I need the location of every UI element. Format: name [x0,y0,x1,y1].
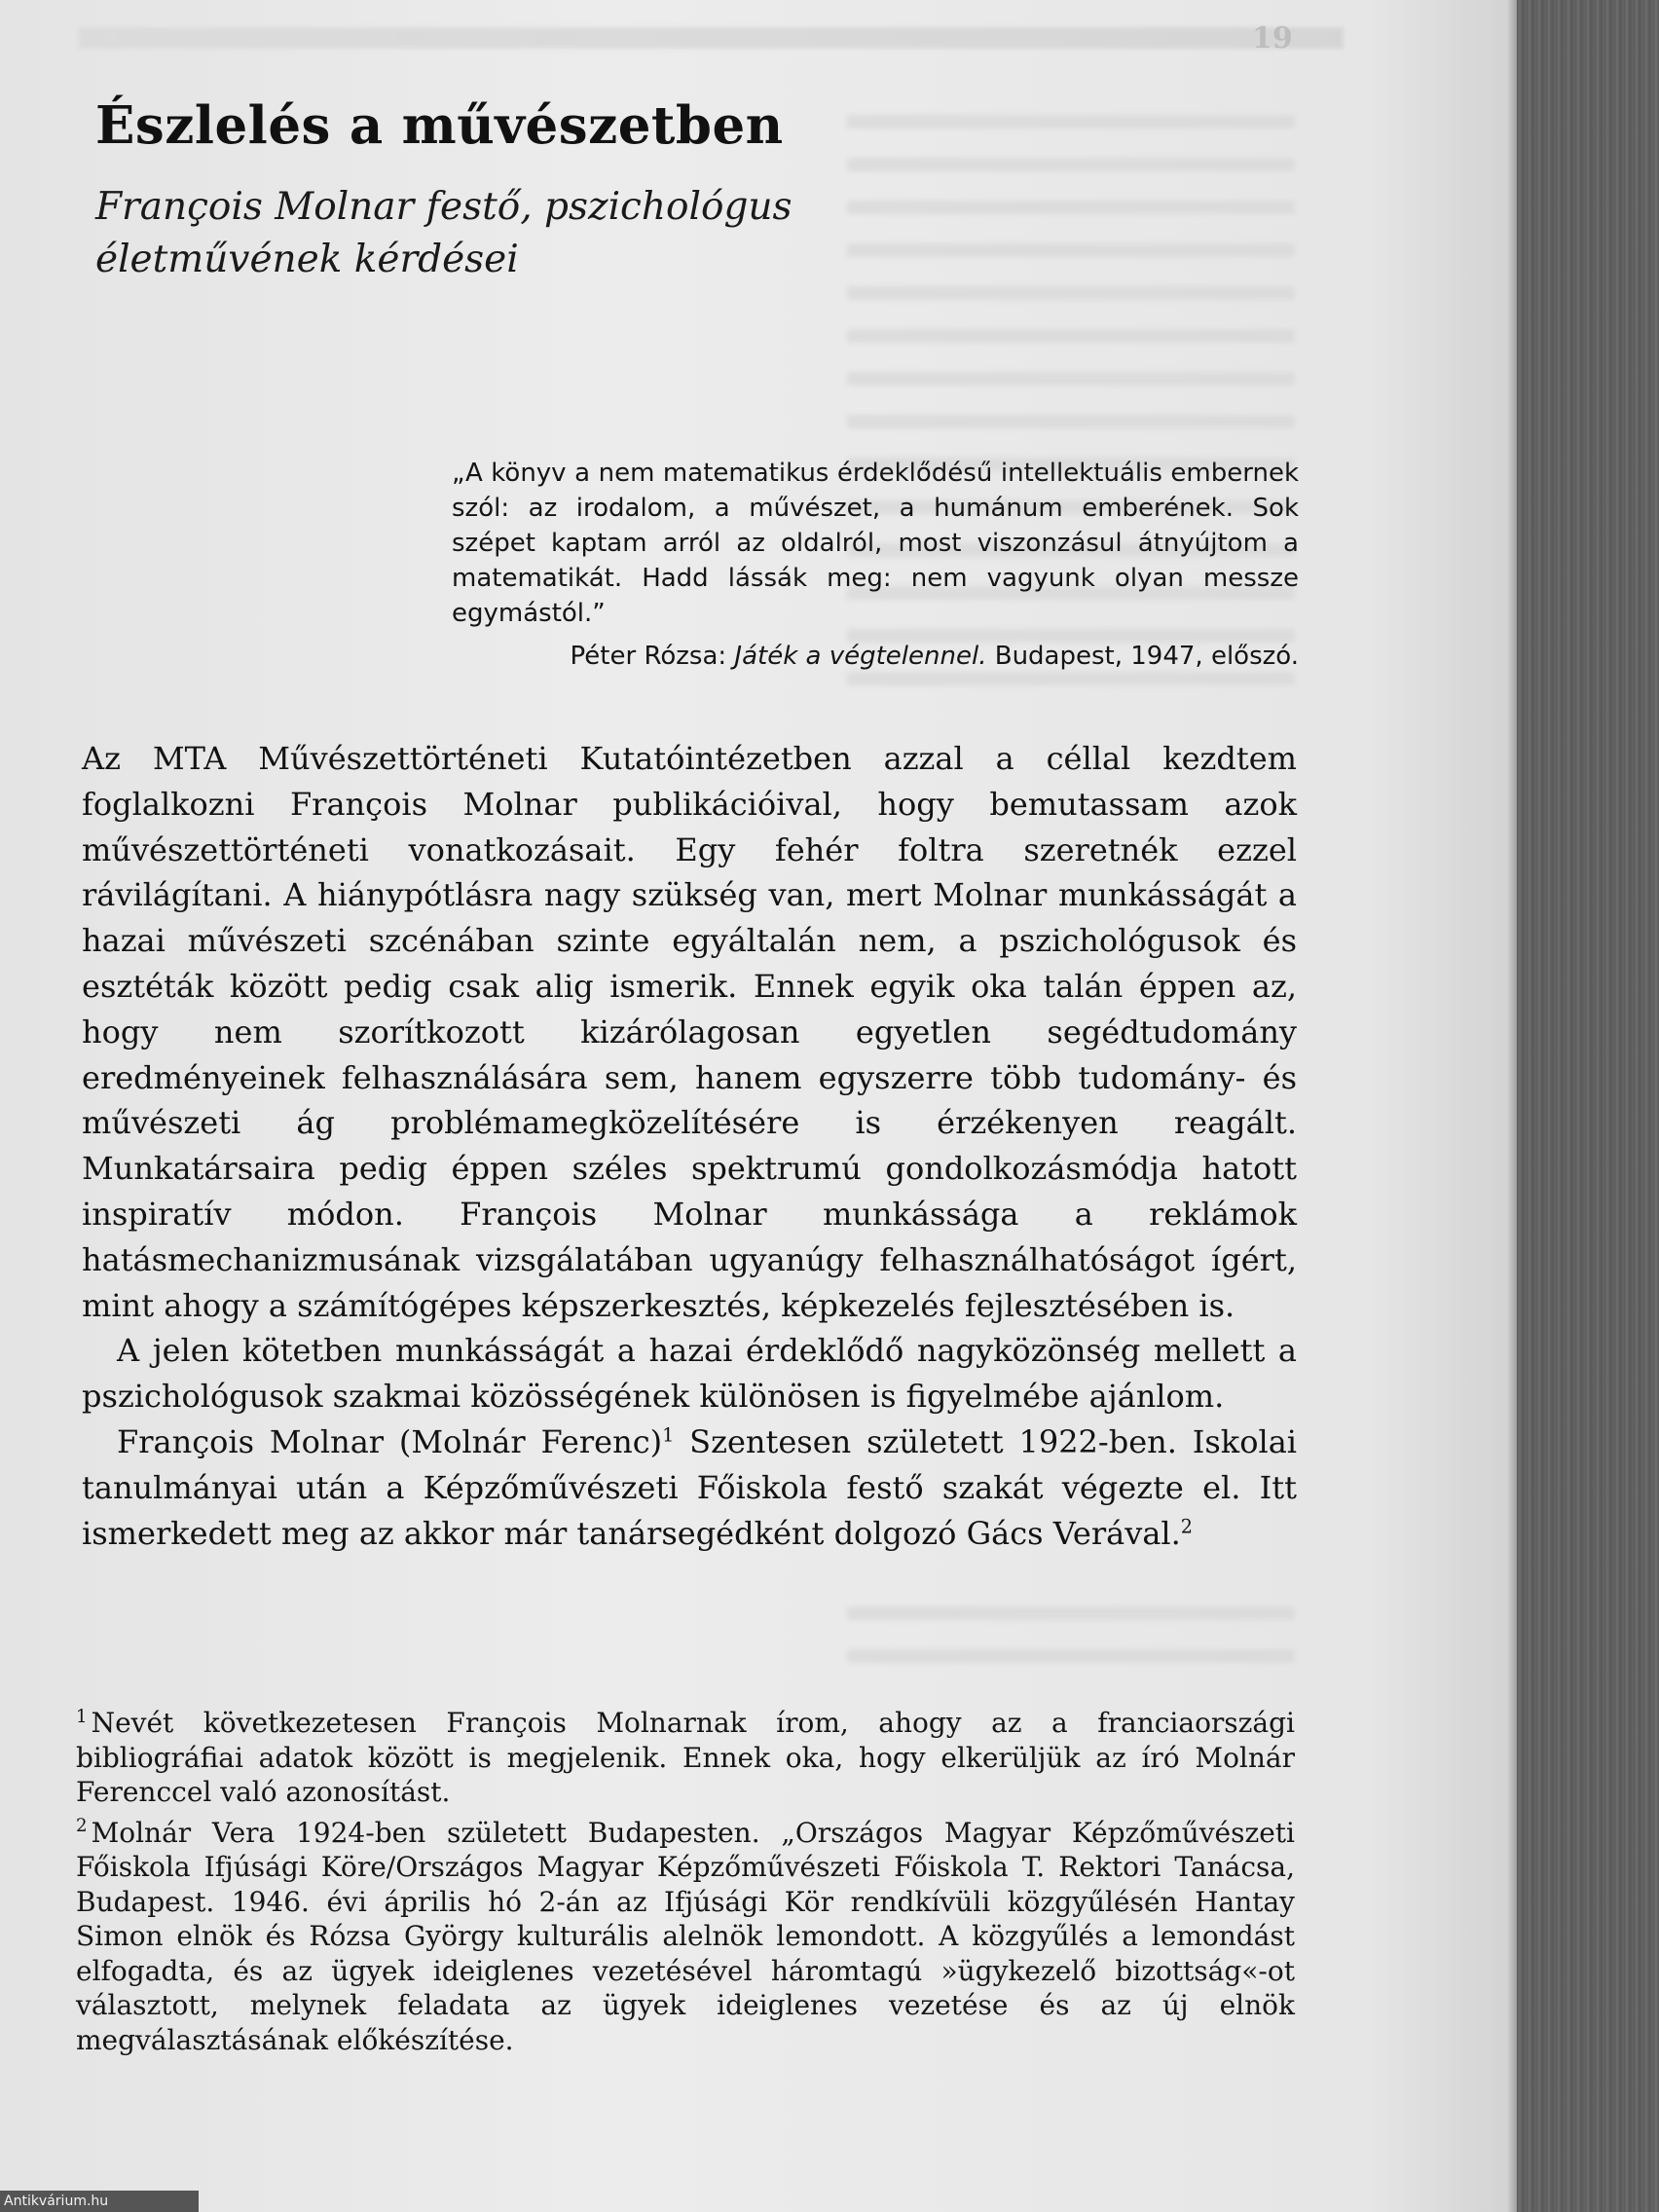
epigraph-author: Péter Rózsa: [570,642,735,671]
body-text [82,736,1297,1556]
footnote-1 [76,1706,1295,1810]
footnote-1-mark: 1 [76,1706,88,1727]
page-number: 19 [1252,21,1293,55]
running-header [78,27,1344,49]
epigraph [452,456,1299,674]
paragraph-1: Az MTA Művészettörténeti Kutatóintézetben azzal a céllal kezdtem foglalkozni François Molnar publikációival, hogy bemutassam azok művészettörténeti vonatkozásait. Egy fehér foltra szeretnék ezzel rávilágítani. A hiánypótlásra nagy szükség van, mert Molnar munkásságát a hazai művészeti szcénában szinte egyáltalán nem, a pszichológusok és esztéták között pedig csak alig ismerik. Ennek egyik oka talán éppen az, hogy nem szorítkozott kizárólagosan egyetlen segédtudomány eredményeinek felhasználására sem, hanem egyszerre több tudomány- és művészeti ág problémamegközelítésére is érzékenyen reagált. Munkatársaira pedig éppen széles spektrumú gondolkozásmódja hatott inspiratív módon. François Molnar munkássága a reklámok hatásmechanizmusának vizsgálatában ugyanúgy felhasználhatóságot ígért, mint ahogy a számítógépes képszerkesztés, képkezelés fejlesztésében is. [82,740,1297,1324]
paragraph-3-part-b: Szentesen született 1922-ben. Iskolai tanulmányai után a Képzőművészeti Főiskola festő szakát végezte el. Itt ismerkedett meg az akkor már tanársegédként dolgozó Gács Verával. [82,1422,1298,1552]
article-title: Észlelés a művészetben [95,95,784,156]
watermark: Antikvárium.hu [0,2191,199,2212]
book-spine [1517,0,1659,2212]
epigraph-quote: „A könyv a nem matematikus érdeklődésű intellektuális embernek szól: az irodalom, a művészet, a humánum emberének. Sok szépet kaptam arról az oldalról, most viszonzásul átnyújtom a matematikát. Hadd lássák meg: nem vagyunk olyan messze egymástól.” [452,459,1299,628]
paragraph-3-part-a: François Molnar (Molnár Ferenc) [117,1422,663,1460]
footnote-ref-1: 1 [662,1423,675,1447]
paragraph-3 [82,1419,1297,1556]
footnote-1-text: Nevét következetesen François Molnarnak írom, ahogy az a franciaországi bibliográfiai adatok között is megjelenik. Ennek oka, hogy elkerüljük az író Molnár Ferenccel való azonosítást. [76,1707,1295,1808]
footnote-2-mark: 2 [76,1816,88,1837]
paragraph-2: A jelen kötetben munkásságát a hazai érdeklődő nagyközönség mellett a pszichológusok szakmai közösségének különösen is figyelmébe ajánlom. [82,1332,1297,1416]
epigraph-publication: Budapest, 1947, előszó. [986,642,1299,671]
footnotes [76,1706,1295,2063]
footnote-2 [76,1816,1295,2058]
footnote-2-text: Molnár Vera 1924-ben született Budapesten. „Országos Magyar Képzőművészeti Főiskola Ifjúsági Köre/Országos Magyar Képzőművészeti Főiskola T. Rektori Tanácsa, Budapest. 1946. évi április hó 2-án az Ifjúsági Kör rendkívüli közgyűlésén Hantay Simon elnök és Rózsa György kulturális alelnök lemondott. A közgyűlés a lemondást elfogadta, és az ügyek ideiglenes vezetésével háromtagú »ügykezelő bizottság«-ot választott, melynek feladata az ügyek ideiglenes vezetése és az új elnök megválasztásának előkészítése. [76,1816,1295,2056]
epigraph-work: Játék a végtelennel. [734,642,987,671]
article-subtitle: François Molnar festő, pszichológus életművének kérdései [95,185,793,281]
footnote-ref-2: 2 [1180,1514,1194,1537]
epigraph-attribution [452,639,1299,674]
